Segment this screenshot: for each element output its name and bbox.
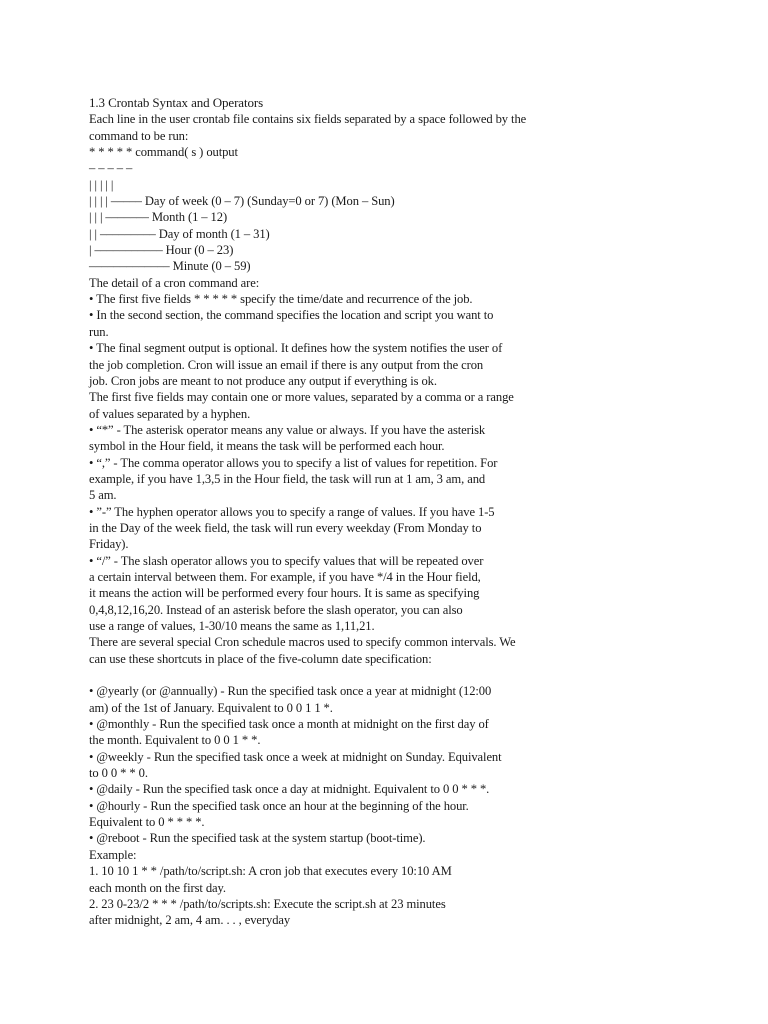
text-line: the job completion. Cron will issue an email if there is any output from the cron <box>89 357 484 372</box>
text-line: • In the second section, the command specifies the location and script you want to <box>89 308 494 323</box>
text-line: • ”-” The hyphen operator allows you to specify a range of values. If you have 1-5 <box>89 504 495 519</box>
text-line: of values separated by a hyphen. <box>89 406 251 421</box>
section-heading: 1.3 Crontab Syntax and Operators <box>89 95 264 110</box>
text-line: | | | | ––––– Day of week (0 – 7) (Sunday=0 or 7) (Mon – Sun) <box>89 194 395 209</box>
text-line: Each line in the user crontab file contains six fields separated by a space followed by the <box>89 112 527 127</box>
text-line: The detail of a cron command are: <box>89 275 260 290</box>
text-line: • @hourly - Run the specified task once an hour at the beginning of the hour. <box>89 798 469 813</box>
text-line: • The first five fields * * * * * specify the time/date and recurrence of the job. <box>89 292 473 307</box>
text-line: symbol in the Hour field, it means the task will be performed each hour. <box>89 439 445 454</box>
text-line: 1. 10 10 1 * * /path/to/script.sh: A cron job that executes every 10:10 AM <box>89 864 452 879</box>
text-line: • @yearly (or @annually) - Run the specified task once a year at midnight (12:00 <box>89 684 492 699</box>
text-line: use a range of values, 1-30/10 means the same as 1,11,21. <box>89 619 375 633</box>
text-line: * * * * * command( s ) output <box>89 145 238 160</box>
text-line: There are several special Cron schedule macros used to specify common intervals. We <box>89 635 516 650</box>
text-line: • @monthly - Run the specified task once a month at midnight on the first day of <box>89 717 489 732</box>
text-line: a certain interval between them. For example, if you have */4 in the Hour field, <box>89 569 481 584</box>
text-line: 5 am. <box>89 488 117 503</box>
text-line: the month. Equivalent to 0 0 1 * *. <box>89 733 261 748</box>
text-line: • @reboot - Run the specified task at the system startup (boot-time). <box>89 831 426 846</box>
text-line: 0,4,8,12,16,20. Instead of an asterisk before the slash operator, you can also <box>89 602 463 617</box>
text-line: The first five fields may contain one or more values, separated by a comma or a range <box>89 390 514 405</box>
text-line: in the Day of the week field, the task will run every weekday (From Monday to <box>89 520 482 535</box>
text-line: | ––––––––––– Hour (0 – 23) <box>89 243 234 258</box>
text-line: 2. 23 0-23/2 * * * /path/to/scripts.sh: Execute the script.sh at 23 minutes <box>89 896 446 911</box>
text-line: • @daily - Run the specified task once a day at midnight. Equivalent to 0 0 * * *. <box>89 782 490 797</box>
text-line: can use these shortcuts in place of the five-column date specification: <box>89 651 432 666</box>
text-line: Example: <box>89 847 137 862</box>
blank-line <box>89 667 609 683</box>
text-line: – – – – – <box>89 161 133 176</box>
text-line: run. <box>89 324 109 339</box>
text-line: • “/” - The slash operator allows you to specify values that will be repeated over <box>89 553 484 568</box>
text-line: | | | | | <box>89 177 114 192</box>
text-line: after midnight, 2 am, 4 am. . . , everyday <box>89 913 291 928</box>
text-line: • “*” - The asterisk operator means any value or always. If you have the asterisk <box>89 422 486 437</box>
text-line: to 0 0 * * 0. <box>89 766 148 781</box>
text-line: • “,” - The comma operator allows you to specify a list of values for repetition. For <box>89 455 498 470</box>
text-line: Friday). <box>89 537 129 552</box>
text-line: | | ––––––––– Day of month (1 – 31) <box>89 226 270 241</box>
text-line: each month on the first day. <box>89 880 226 895</box>
text-line: | | | ––––––– Month (1 – 12) <box>89 210 228 225</box>
text-line: command to be run: <box>89 128 189 143</box>
text-line: example, if you have 1,3,5 in the Hour field, the task will run at 1 am, 3 am, and <box>89 471 486 486</box>
text-line: • @weekly - Run the specified task once a week at midnight on Sunday. Equivalent <box>89 749 502 764</box>
document-lines <box>89 111 609 928</box>
text-line: job. Cron jobs are meant to not produce any output if everything is ok. <box>89 373 437 388</box>
text-line: Equivalent to 0 * * * *. <box>89 815 205 830</box>
text-line: • The final segment output is optional. It defines how the system notifies the user of <box>89 341 503 356</box>
text-line: ––––––––––––– Minute (0 – 59) <box>89 259 251 274</box>
document-body <box>89 95 609 929</box>
text-line: am) of the 1st of January. Equivalent to 0 0 1 1 *. <box>89 700 333 715</box>
text-line: it means the action will be performed every four hours. It is same as specifying <box>89 586 480 601</box>
